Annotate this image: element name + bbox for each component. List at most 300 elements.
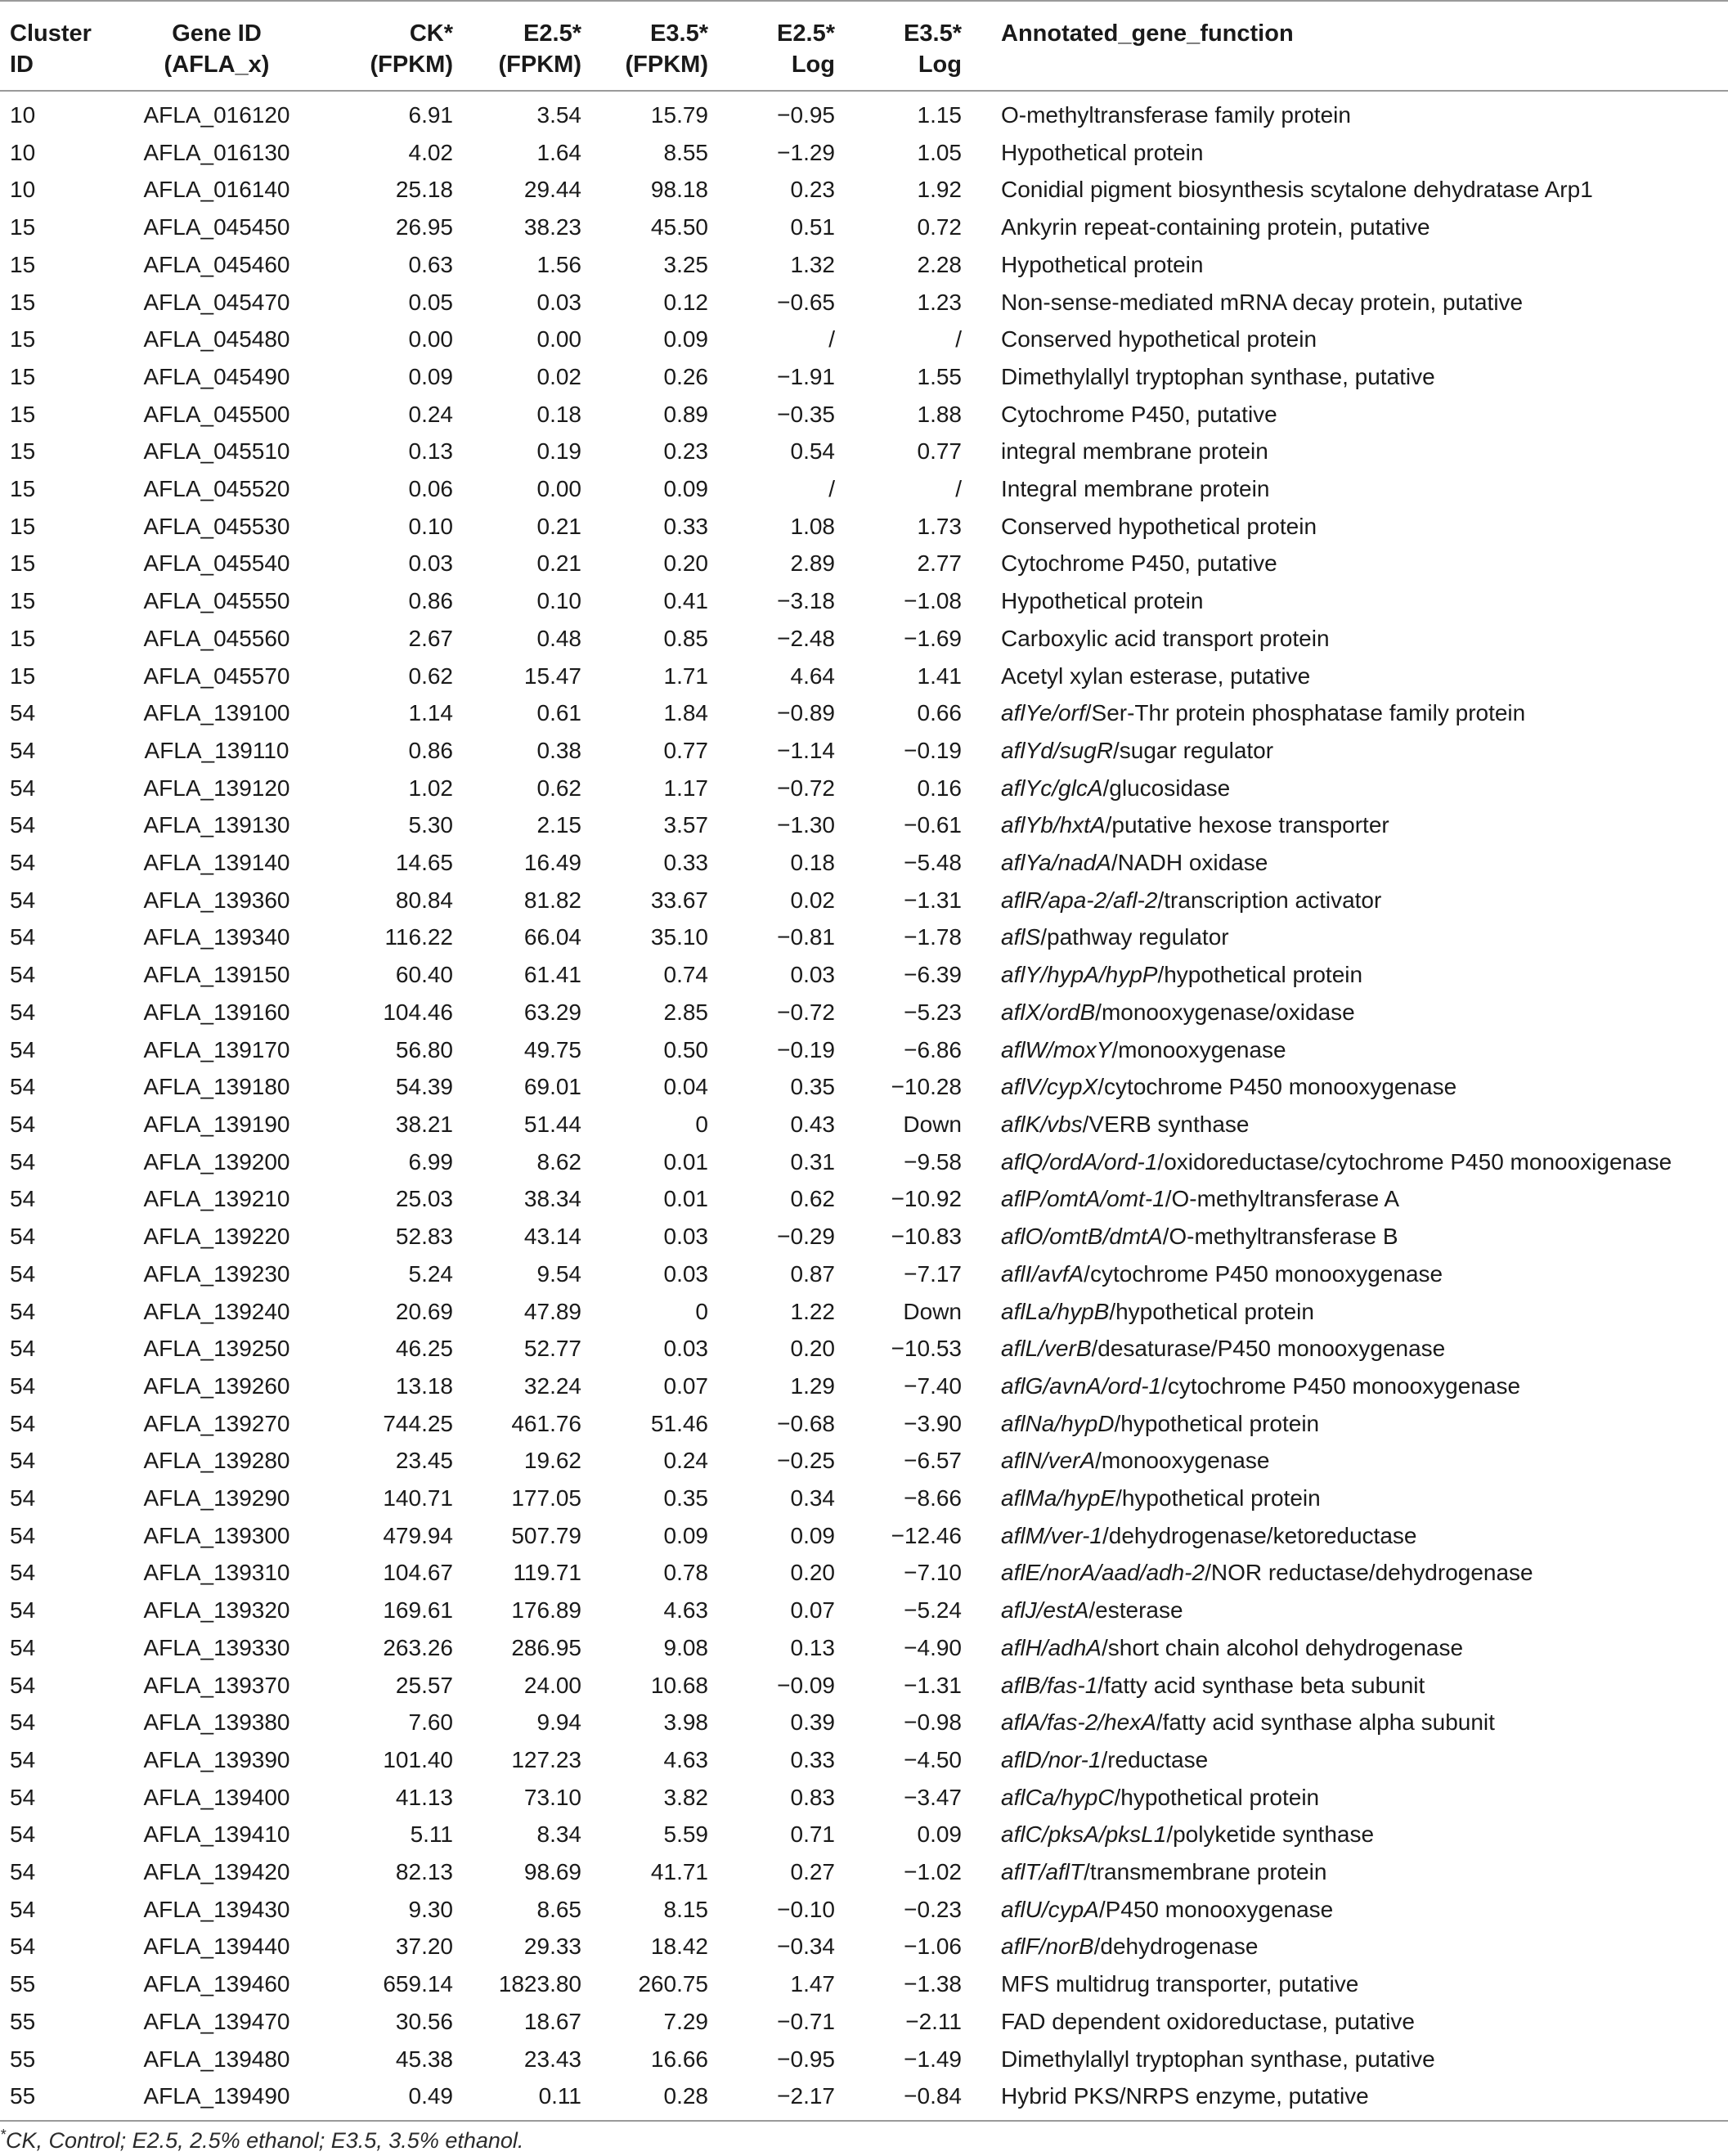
cell-e35-log: −3.90: [904, 1410, 962, 1436]
cell-gene-id: AFLA_139310: [143, 1560, 290, 1586]
cell-e35-fpkm: 1.71: [663, 663, 708, 689]
cell-e35-log: 0.16: [917, 775, 962, 801]
table-row: [0, 2077, 1728, 2121]
cell-e25-log: 4.64: [790, 663, 835, 689]
cell-e25-log: 1.47: [790, 1971, 835, 1997]
cell-cluster-id: 54: [10, 1111, 36, 1137]
gene-name: aflN/verA: [1001, 1448, 1096, 1474]
cell-ck-fpkm: 0.09: [408, 363, 453, 389]
cell-e35-fpkm: 41.71: [650, 1859, 708, 1885]
cell-e35-fpkm: 9.08: [663, 1634, 708, 1660]
header-e25-log: E2.5* Log: [715, 1, 842, 91]
cell-ck-fpkm: 30.56: [395, 2008, 453, 2034]
cell-cluster-id: 54: [10, 1709, 36, 1736]
cell-e25-fpkm: 51.44: [523, 1111, 581, 1137]
cell-gene-id: AFLA_139120: [143, 775, 290, 801]
cell-e25-fpkm: 66.04: [523, 924, 581, 950]
cell-e25-log: 0.18: [790, 850, 835, 876]
cell-annotated-function: [968, 882, 1728, 919]
cell-e35-fpkm: 0: [695, 1298, 708, 1324]
cell-ck-fpkm: 9.30: [408, 1896, 453, 1922]
cell-e35-fpkm: 4.63: [663, 1746, 708, 1772]
table-row: [0, 694, 1728, 732]
gene-name: aflYe/orf: [1001, 700, 1085, 726]
cell-e25-log: −0.09: [777, 1672, 835, 1698]
gene-name: aflI/avfA: [1001, 1260, 1084, 1287]
cell-e35-fpkm: 7.29: [663, 2008, 708, 2034]
cell-e25-fpkm: 32.24: [523, 1372, 581, 1399]
table-row: [0, 246, 1728, 284]
cell-ck-fpkm: 41.13: [395, 1784, 453, 1810]
cell-annotated-function: [968, 1180, 1728, 1218]
cell-e35-log: −10.83: [891, 1224, 962, 1250]
gene-name: aflW/moxY: [1001, 1036, 1112, 1062]
cell-ck-fpkm: 1.02: [408, 775, 453, 801]
cell-e35-fpkm: 2.85: [663, 999, 708, 1025]
cell-e25-fpkm: 507.79: [511, 1522, 581, 1548]
cell-e25-fpkm: 1.56: [536, 251, 581, 277]
table-row: [0, 545, 1728, 582]
cell-e35-fpkm: 4.63: [663, 1597, 708, 1624]
cell-e35-fpkm: 3.57: [663, 812, 708, 838]
table-row: [0, 1891, 1728, 1929]
cell-e35-log: 1.92: [917, 177, 962, 203]
cell-gene-id: AFLA_139180: [143, 1074, 290, 1100]
cell-e25-log: 0.34: [790, 1485, 835, 1511]
cell-cluster-id: 54: [10, 1522, 36, 1548]
cell-gene-id: AFLA_139100: [143, 700, 290, 726]
function-text: /short chain alcohol dehydrogenase: [1101, 1634, 1464, 1660]
cell-gene-id: AFLA_139490: [106, 2077, 327, 2121]
cell-e35-log: 1.55: [917, 363, 962, 389]
cell-gene-id: AFLA_016140: [143, 177, 290, 203]
gene-name: aflT/aflT: [1001, 1859, 1084, 1885]
gene-name: aflC/pksA/pksL1: [1001, 1821, 1167, 1848]
cell-gene-id: AFLA_045460: [143, 251, 290, 277]
table-row: [0, 1218, 1728, 1255]
function-text: O-methyltransferase family protein: [1001, 102, 1351, 128]
cell-cluster-id: 54: [10, 1896, 36, 1922]
table-row: [0, 358, 1728, 396]
cell-cluster-id: 54: [10, 1186, 36, 1212]
cell-e35-log: 1.05: [917, 139, 962, 165]
table-body: [0, 91, 1728, 2121]
cell-e25-fpkm: 52.77: [523, 1336, 581, 1362]
cell-e35-log: −8.66: [904, 1485, 962, 1511]
function-text: Carboxylic acid transport protein: [1001, 625, 1330, 651]
cell-e25-log: −0.10: [777, 1896, 835, 1922]
cell-e35-fpkm: 0.09: [663, 1522, 708, 1548]
cell-cluster-id: 54: [10, 1560, 36, 1586]
cell-e35-log: −5.48: [904, 850, 962, 876]
cell-ck-fpkm: 0.10: [408, 513, 453, 539]
cell-e25-log: −1.30: [777, 812, 835, 838]
cell-gene-id: AFLA_139340: [143, 924, 290, 950]
function-text: Dimethylallyl tryptophan synthase, putative: [1001, 363, 1435, 389]
cell-cluster-id: 15: [10, 326, 36, 353]
cell-e25-fpkm: 47.89: [523, 1298, 581, 1324]
cell-e25-log: /: [828, 326, 835, 353]
table-row: [0, 1853, 1728, 1891]
cell-e35-log: −10.28: [891, 1074, 962, 1100]
table-row: [0, 508, 1728, 546]
table-row: [0, 2003, 1728, 2041]
cell-e25-fpkm: 0.19: [536, 438, 581, 465]
cell-e35-fpkm: 0.12: [663, 289, 708, 315]
cell-e25-log: −2.48: [777, 625, 835, 651]
function-text: /fatty acid synthase alpha subunit: [1156, 1709, 1495, 1736]
cell-cluster-id: 54: [10, 1934, 36, 1960]
function-text: /hypothetical protein: [1114, 1410, 1320, 1436]
cell-annotated-function: [968, 1106, 1728, 1143]
cell-cluster-id: 54: [10, 700, 36, 726]
function-text: /monooxygenase: [1111, 1036, 1286, 1062]
cell-e25-fpkm: 29.44: [523, 177, 581, 203]
function-text: /transmembrane protein: [1084, 1859, 1327, 1885]
cell-e25-fpkm: 9.54: [536, 1260, 581, 1287]
cell-cluster-id: 15: [10, 625, 36, 651]
cell-gene-id: AFLA_139130: [143, 812, 290, 838]
cell-e35-fpkm: 1.84: [663, 700, 708, 726]
cell-e25-log: −0.81: [777, 924, 835, 950]
cell-e25-log: 0.87: [790, 1260, 835, 1287]
cell-ck-fpkm: 5.24: [408, 1260, 453, 1287]
cell-e35-log: −0.61: [904, 812, 962, 838]
function-text: /oxidoreductase/cytochrome P450 monooxigenase: [1157, 1148, 1672, 1175]
cell-e25-fpkm: 127.23: [511, 1746, 581, 1772]
cell-ck-fpkm: 80.84: [395, 887, 453, 913]
function-text: /O-methyltransferase B: [1162, 1224, 1398, 1250]
cell-ck-fpkm: 14.65: [395, 850, 453, 876]
cell-cluster-id: 15: [10, 363, 36, 389]
gene-name: aflY/hypA/hypP: [1001, 962, 1158, 988]
cell-e35-log: 1.41: [917, 663, 962, 689]
cell-gene-id: AFLA_139260: [143, 1372, 290, 1399]
cell-cluster-id: 54: [10, 999, 36, 1025]
cell-cluster-id: 55: [10, 1971, 36, 1997]
cell-ck-fpkm: 744.25: [383, 1410, 453, 1436]
gene-name: aflL/verB: [1001, 1336, 1092, 1362]
cell-annotated-function: [968, 1405, 1728, 1443]
function-text: Hypothetical protein: [1001, 588, 1204, 614]
cell-e35-fpkm: 0.03: [663, 1260, 708, 1287]
gene-name: aflQ/ordA/ord-1: [1001, 1148, 1158, 1175]
cell-cluster-id: 54: [10, 1634, 36, 1660]
cell-annotated-function: [968, 1928, 1728, 1965]
cell-e35-fpkm: 15.79: [650, 102, 708, 128]
gene-name: aflV/cypX: [1001, 1074, 1098, 1100]
cell-e25-log: 0.03: [790, 962, 835, 988]
cell-annotated-function: [968, 1218, 1728, 1255]
cell-e35-log: /: [955, 476, 962, 502]
cell-e25-fpkm: 63.29: [523, 999, 581, 1025]
table-row: [0, 134, 1728, 172]
cell-gene-id: AFLA_045450: [143, 214, 290, 240]
cell-ck-fpkm: 46.25: [395, 1336, 453, 1362]
function-text: Non-sense-mediated mRNA decay protein, putative: [1001, 289, 1524, 315]
cell-e35-fpkm: 0.41: [663, 588, 708, 614]
function-text: Hypothetical protein: [1001, 139, 1204, 165]
header-e25-fpkm: E2.5* (FPKM): [460, 1, 588, 91]
function-text: Cytochrome P450, putative: [1001, 401, 1277, 427]
cell-ck-fpkm: 0.86: [408, 737, 453, 763]
cell-ck-fpkm: 6.91: [408, 102, 453, 128]
cell-e35-fpkm: 0.33: [663, 850, 708, 876]
cell-annotated-function: [968, 2077, 1728, 2121]
table-row: [0, 1517, 1728, 1555]
table-row: [0, 284, 1728, 321]
cell-e25-log: −0.68: [777, 1410, 835, 1436]
cell-cluster-id: 54: [10, 850, 36, 876]
cell-e35-fpkm: 1.17: [663, 775, 708, 801]
table-row: [0, 1629, 1728, 1667]
gene-name: aflU/cypA: [1001, 1896, 1099, 1922]
cell-cluster-id: 54: [10, 812, 36, 838]
cell-e25-log: 0.13: [790, 1634, 835, 1660]
cell-e25-log: 0.39: [790, 1709, 835, 1736]
cell-e25-log: −0.95: [777, 102, 835, 128]
cell-e25-fpkm: 0.61: [536, 700, 581, 726]
function-text: /cytochrome P450 monooxygenase: [1161, 1372, 1521, 1399]
cell-e35-fpkm: 0.26: [663, 363, 708, 389]
cell-e35-fpkm: 0.07: [663, 1372, 708, 1399]
cell-e35-fpkm: 8.15: [663, 1896, 708, 1922]
cell-e25-fpkm: 177.05: [511, 1485, 581, 1511]
cell-annotated-function: [968, 844, 1728, 882]
cell-gene-id: AFLA_139300: [143, 1522, 290, 1548]
table-row: [0, 209, 1728, 246]
cell-e35-fpkm: 0.01: [663, 1186, 708, 1212]
cell-e25-log: −0.35: [777, 401, 835, 427]
cell-e25-log: −1.14: [777, 737, 835, 763]
function-text: /reductase: [1101, 1746, 1209, 1772]
function-text: /pathway regulator: [1040, 924, 1229, 950]
cell-gene-id: AFLA_045570: [143, 663, 290, 689]
cell-e25-fpkm: 0.02: [536, 363, 581, 389]
cell-e25-fpkm: 0.48: [536, 625, 581, 651]
cell-ck-fpkm: 38.21: [395, 1111, 453, 1137]
table-row: [0, 620, 1728, 658]
cell-ck-fpkm: 25.03: [395, 1186, 453, 1212]
cell-e35-log: −3.47: [904, 1784, 962, 1810]
cell-e35-log: −2.11: [905, 2008, 962, 2034]
cell-annotated-function: [968, 1741, 1728, 1779]
cell-ck-fpkm: 0.24: [408, 401, 453, 427]
header-gene-id: Gene ID (AFLA_x): [106, 1, 327, 91]
cell-cluster-id: 54: [10, 1485, 36, 1511]
gene-name: aflYb/hxtA: [1001, 812, 1106, 838]
cell-annotated-function: [968, 1554, 1728, 1592]
header-ck-fpkm: CK* (FPKM): [327, 1, 460, 91]
cell-e25-fpkm: 0.38: [536, 737, 581, 763]
cell-e35-log: 0.66: [917, 700, 962, 726]
cell-e25-log: 1.32: [790, 251, 835, 277]
cell-cluster-id: 54: [10, 1148, 36, 1175]
function-text: /transcription activator: [1157, 887, 1382, 913]
cell-gene-id: AFLA_139280: [143, 1448, 290, 1474]
cell-e25-log: 0.31: [790, 1148, 835, 1175]
header-e35-log: E3.5* Log: [842, 1, 968, 91]
cell-gene-id: AFLA_139270: [143, 1410, 290, 1436]
table-row: [0, 1554, 1728, 1592]
cell-ck-fpkm: 263.26: [383, 1634, 453, 1660]
cell-ck-fpkm: 116.22: [384, 924, 453, 950]
cell-e35-log: −0.84: [842, 2077, 968, 2121]
function-text: /cytochrome P450 monooxygenase: [1097, 1074, 1457, 1100]
gene-name: aflR/apa-2/afl-2: [1001, 887, 1158, 913]
function-text: Conidial pigment biosynthesis scytalone dehydratase Arp1: [1001, 177, 1593, 203]
cell-e25-log: −0.65: [777, 289, 835, 315]
cell-e25-log: 1.08: [790, 513, 835, 539]
cell-cluster-id: 55: [10, 2046, 36, 2072]
cell-ck-fpkm: 169.61: [383, 1597, 453, 1624]
cell-ck-fpkm: 0.00: [408, 326, 453, 353]
cell-annotated-function: [968, 1779, 1728, 1817]
cell-ck-fpkm: 479.94: [383, 1522, 453, 1548]
cell-e35-fpkm: 0.03: [663, 1224, 708, 1250]
cell-e25-log: 0.20: [790, 1560, 835, 1586]
cell-e25-fpkm: 61.41: [523, 962, 581, 988]
cell-gene-id: AFLA_139250: [143, 1336, 290, 1362]
table-row: [0, 1180, 1728, 1218]
cell-e35-log: −1.08: [904, 588, 962, 614]
cell-e35-log: 1.73: [917, 513, 962, 539]
cell-cluster-id: 54: [10, 1821, 36, 1848]
gene-name: aflA/fas-2/hexA: [1001, 1709, 1156, 1736]
cell-annotated-function: [968, 209, 1728, 246]
function-text: /hypothetical protein: [1115, 1485, 1321, 1511]
cell-e35-log: −1.06: [904, 1934, 962, 1960]
cell-e25-fpkm: 81.82: [523, 887, 581, 913]
cell-cluster-id: 55: [10, 2008, 36, 2034]
function-text: Acetyl xylan esterase, putative: [1001, 663, 1311, 689]
cell-ck-fpkm: 1.14: [408, 700, 453, 726]
cell-annotated-function: [968, 1853, 1728, 1891]
cell-e35-log: −5.23: [904, 999, 962, 1025]
cell-cluster-id: 15: [10, 401, 36, 427]
cell-cluster-id: 54: [10, 1336, 36, 1362]
cell-gene-id: AFLA_139360: [143, 887, 290, 913]
cell-e35-fpkm: 0.77: [663, 737, 708, 763]
cell-annotated-function: [968, 770, 1728, 807]
cell-cluster-id: 10: [10, 102, 36, 128]
cell-e25-log: 0.02: [790, 887, 835, 913]
cell-annotated-function: [968, 1143, 1728, 1181]
cell-ck-fpkm: 37.20: [395, 1934, 453, 1960]
cell-e35-fpkm: 98.18: [650, 177, 708, 203]
cell-gene-id: AFLA_139210: [143, 1186, 290, 1212]
cell-e35-fpkm: 0.04: [663, 1074, 708, 1100]
function-text: /monooxygenase: [1095, 1448, 1270, 1474]
table-row: [0, 919, 1728, 956]
table-row: [0, 1293, 1728, 1331]
cell-e35-fpkm: 0.03: [663, 1336, 708, 1362]
cell-e25-fpkm: 1823.80: [498, 1971, 581, 1997]
cell-cluster-id: 54: [10, 1074, 36, 1100]
cell-e35-fpkm: 3.82: [663, 1784, 708, 1810]
gene-name: aflM/ver-1: [1001, 1522, 1102, 1548]
cell-gene-id: AFLA_139200: [143, 1148, 290, 1175]
function-text: FAD dependent oxidoreductase, putative: [1001, 2008, 1415, 2034]
cell-annotated-function: [968, 1293, 1728, 1331]
cell-e25-log: −0.72: [777, 999, 835, 1025]
cell-e25-fpkm: 2.15: [536, 812, 581, 838]
cell-gene-id: AFLA_139290: [143, 1485, 290, 1511]
cell-cluster-id: 10: [10, 139, 36, 165]
cell-e35-fpkm: 0.28: [588, 2077, 715, 2121]
function-text: /glucosidase: [1102, 775, 1231, 801]
cell-ck-fpkm: 2.67: [408, 625, 453, 651]
cell-ck-fpkm: 104.46: [383, 999, 453, 1025]
function-text: /cytochrome P450 monooxygenase: [1084, 1260, 1443, 1287]
cell-e25-fpkm: 3.54: [536, 102, 581, 128]
cell-e25-fpkm: 0.21: [536, 513, 581, 539]
gene-name: aflK/vbs: [1001, 1111, 1083, 1137]
table-row: [0, 1143, 1728, 1181]
function-text: Conserved hypothetical protein: [1001, 513, 1317, 539]
header-annotated-function: Annotated_gene_function: [968, 1, 1728, 91]
cell-cluster-id: 54: [10, 1672, 36, 1698]
function-text: /esterase: [1088, 1597, 1183, 1624]
cell-e35-log: 2.28: [917, 251, 962, 277]
table-row: [0, 582, 1728, 620]
cell-e25-fpkm: 8.62: [536, 1148, 581, 1175]
cell-e35-fpkm: 3.98: [663, 1709, 708, 1736]
table-row: [0, 658, 1728, 695]
cell-annotated-function: [968, 433, 1728, 470]
cell-e25-log: 0.54: [790, 438, 835, 465]
table-row: [0, 1592, 1728, 1629]
cell-annotated-function: [968, 470, 1728, 508]
cell-ck-fpkm: 26.95: [395, 214, 453, 240]
cell-gene-id: AFLA_045510: [143, 438, 290, 465]
cell-gene-id: AFLA_139320: [143, 1597, 290, 1624]
table-row: [0, 806, 1728, 844]
cell-e35-fpkm: 260.75: [638, 1971, 708, 1997]
gene-name: aflX/ordB: [1001, 999, 1096, 1025]
cell-e35-fpkm: 0.24: [663, 1448, 708, 1474]
gene-name: aflO/omtB/dmtA: [1001, 1224, 1163, 1250]
cell-gene-id: AFLA_139160: [143, 999, 290, 1025]
cell-cluster-id: 15: [10, 251, 36, 277]
cell-ck-fpkm: 6.99: [408, 1148, 453, 1175]
cell-e25-log: 0.71: [790, 1821, 835, 1848]
cell-e35-log: −0.19: [904, 737, 962, 763]
cell-ck-fpkm: 0.62: [408, 663, 453, 689]
cell-gene-id: AFLA_139110: [144, 737, 289, 763]
cell-annotated-function: [968, 1255, 1728, 1293]
cell-e35-log: −1.78: [904, 924, 962, 950]
table-row: [0, 171, 1728, 209]
header-cluster-id: Cluster ID: [0, 1, 106, 91]
cell-ck-fpkm: 7.60: [408, 1709, 453, 1736]
cell-e25-log: −0.25: [777, 1448, 835, 1474]
function-text: /Ser-Thr protein phosphatase family protein: [1084, 700, 1526, 726]
gene-name: aflNa/hypD: [1001, 1410, 1115, 1436]
cell-e25-fpkm: 23.43: [523, 2046, 581, 2072]
cell-e25-log: 0.35: [790, 1074, 835, 1100]
gene-name: aflP/omtA/omt-1: [1001, 1186, 1165, 1212]
cell-cluster-id: 54: [10, 737, 36, 763]
cell-e25-fpkm: 0.11: [460, 2077, 588, 2121]
cell-gene-id: AFLA_139150: [143, 962, 290, 988]
cell-annotated-function: [968, 1891, 1728, 1929]
cell-e25-fpkm: 24.00: [523, 1672, 581, 1698]
cell-e25-fpkm: 9.94: [536, 1709, 581, 1736]
function-text: Hybrid PKS/NRPS enzyme, putative: [1001, 2083, 1369, 2109]
cell-annotated-function: [968, 358, 1728, 396]
cell-e25-log: −0.29: [777, 1224, 835, 1250]
